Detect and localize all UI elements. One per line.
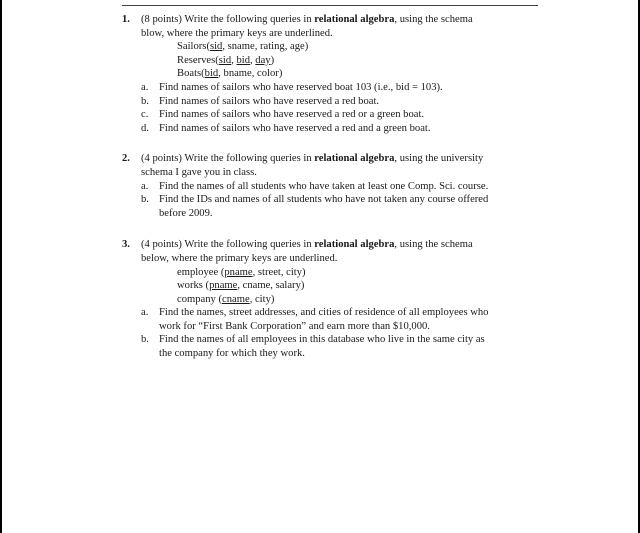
document-page — [0, 13, 640, 361]
question-intro: (8 points) Write the following queries in relational algebra, using the schema — [141, 14, 473, 25]
question-intro: (4 points) Write the following queries in relational algebra, using the university — [141, 153, 484, 165]
part-c: c. Find names of sailors who have reserved a red or a green boat. — [141, 109, 425, 121]
part-b: b. Find names of sailors who have reserved a red boat. — [141, 95, 380, 107]
schema-boats: Boats(bid, bname, color) — [177, 68, 283, 80]
part-a: a. Find the names, street addresses, and cities of residence of all employees who work for “First Bank Corporation” and earn more than $10,000. — [141, 307, 489, 332]
question-intro-line2: blow, where the primary keys are underlined. — [141, 27, 333, 39]
schema-company: company (cname, city) — [177, 293, 275, 305]
part-b: b. Find the names of all employees in this database who live in the same city as the company for which they work. — [141, 334, 485, 360]
part-b: b. Find the IDs and names of all students who have not taken any course offered before 2009. — [141, 194, 489, 219]
part-d: d. Find names of sailors who have reserved a red and a green boat. — [141, 122, 431, 134]
question-intro-line2: schema I gave you in class. — [141, 166, 257, 178]
top-rule — [122, 5, 538, 6]
question-intro: (4 points) Write the following queries in relational algebra, using the schema — [141, 239, 473, 251]
schema-sailors: Sailors(sid, sname, rating, age) — [177, 41, 309, 53]
schema-employee: employee (pname, street, city) — [177, 266, 306, 278]
question-2 — [0, 152, 531, 220]
question-1 — [0, 13, 531, 135]
question-number: 3. — [122, 239, 130, 251]
question-3 — [0, 238, 531, 360]
schema-works: works (pname, cname, salary) — [177, 280, 305, 292]
question-intro-line2: below, where the primary keys are underlined. — [141, 252, 338, 264]
schema-reserves: Reserves(sid, bid, day) — [177, 54, 275, 66]
part-a: a. Find names of sailors who have reserved boat 103 (i.e., bid = 103). — [141, 81, 443, 93]
question-number: 2. — [122, 153, 130, 165]
question-number: 1. — [122, 14, 130, 25]
part-a: a. Find the names of all students who have taken at least one Comp. Sci. course. — [141, 180, 489, 192]
